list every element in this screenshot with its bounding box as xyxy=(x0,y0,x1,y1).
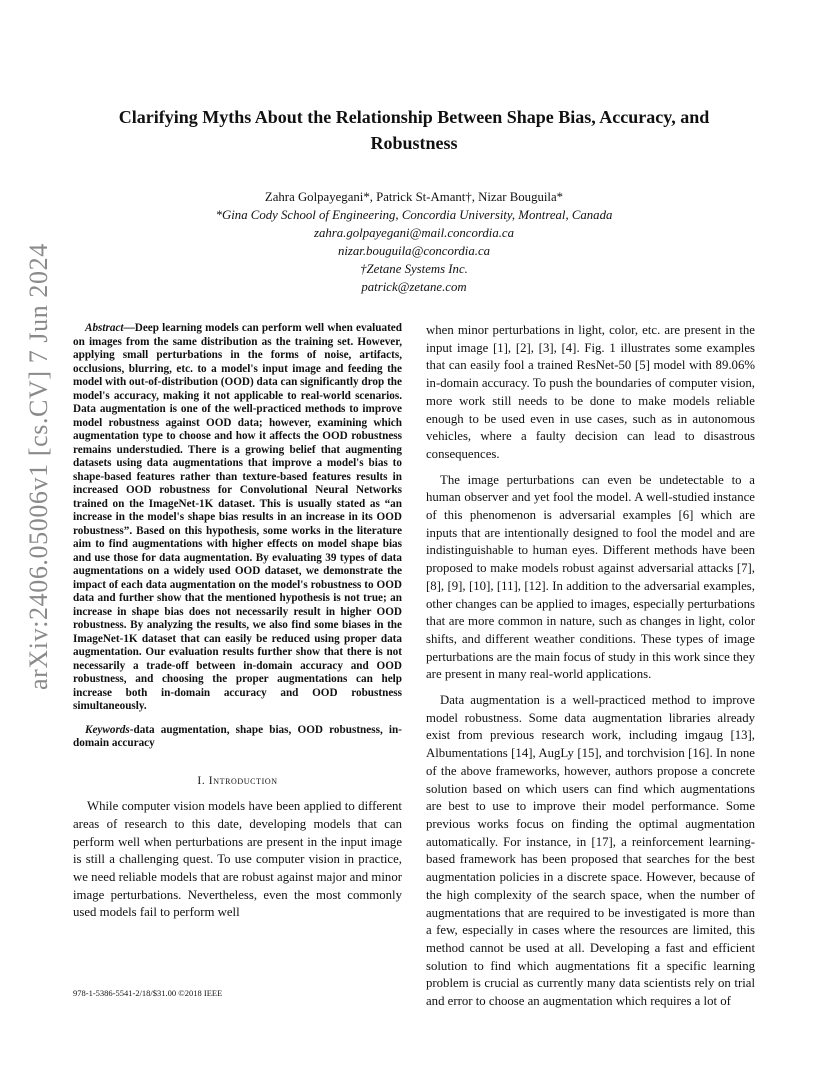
intro-paragraph-1: While computer vision models have been applied to different areas of research to this date, developing models that can perform well when perturbations are present in the input image is still a challenging quest. To use computer vision in practice, we need reliable models that are robust against major and minor image perturbations. Nevertheless, even the most commonly used models fail to perform well xyxy=(73,799,402,920)
affiliation-zetane: †Zetane Systems Inc. xyxy=(360,262,468,276)
paper-title: Clarifying Myths About the Relationship Between Shape Bias, Accuracy, and Robustness xyxy=(118,107,710,153)
email-patrick: patrick@zetane.com xyxy=(361,280,467,294)
keywords xyxy=(73,724,402,751)
email-zahra: zahra.golpayegani@mail.concordia.ca xyxy=(313,226,515,240)
abstract-label: Abstract xyxy=(85,322,124,334)
keywords-label: Keywords xyxy=(85,723,130,736)
arxiv-identifier: arXiv:2406.05006v1 [cs.CV] 7 Jun 2024 xyxy=(24,243,53,690)
abstract-text: —Deep learning models can perform well when evaluated on images from the same distribution as the training set. However, applying small perturbations in the forms of noise, artifacts, occlusions, blurring, etc. to a model's input image and feeding the model with out-of-distribution (OOD) data can significantly drop the model's accuracy, making it not applicable to real-world scenarios. Data augmentation is one of the well-practiced methods to improve model robustness against OOD data; however, examining which augmentation type to choose and how it affects the OOD robustness remains understudied. There is a growing belief that augmenting datasets using data augmentations that improve a model's bias to shape-based features rather than texture-based features results in increased OOD robustness for Convolutional Neural Networks trained on the ImageNet-1K dataset. This is usually stated as “an increase in the model's shape bias results in an increase in its OOD robustness”. Based on this hypothesis, some works in the literature aim to find augmentations with higher effects on model shape bias and use those for data augmentation. By evaluating 39 types of data augmentations on a widely used OOD dataset, we demonstrate the impact of each data augmentation on the model's robustness to OOD data and further show that the mentioned hypothesis is not true; an increase in shape bias does not necessarily result in higher OOD robustness. By analyzing the results, we also find some biases in the ImageNet-1K dataset that can easily be reduced using proper data augmentation. Our evaluation results further show that there is not necessarily a trade-off between in-domain accuracy and OOD robustness, and choosing the proper augmentations can help increase both in-domain accuracy and OOD robustness simultaneously. xyxy=(73,322,402,712)
copyright-footer: 978-1-5386-5541-2/18/$31.00 ©2018 IEEE xyxy=(73,988,223,998)
intro-paragraph-3: Data augmentation is a well-practiced method to improve model robustness. Some data augmentation libraries already exist from previous research work, including imgaug [13], Albumentations [14], AugLy [15], and torchvision [16]. In none of the above frameworks, however, authors propose a concrete solution based on which users can find which augmentations are best to use to improve their model performance. Some previous works focus on finding the optimal augmentation automatically. For instance, in [17], a reinforcement learning-based framework has been proposed that searches for the best augmentation policies in a discrete space. However, because of the high complexity of the search space, when the number of augmentations that are required to be investigated is more than a few, especially in cases where the resources are limited, this method cannot be used at all. Developing a fast and efficient solution to find which augmentations fit a specific learning problem is crucial as currently many data scientists rely on trial and error to choose an augmentation which requires a lot of xyxy=(426,693,755,1009)
affiliation-concordia: *Gina Cody School of Engineering, Concordia University, Montreal, Canada xyxy=(215,208,613,222)
section-heading-introduction: I. Introduction xyxy=(197,774,278,787)
abstract xyxy=(73,322,402,714)
intro-paragraph-2: The image perturbations can even be undetectable to a human observer and yet fool the model. A well-studied instance of this phenomenon is adversarial examples [6] which are inputs that are intentionally designed to fool the model and are indistinguishable to human eyes. Different methods have been proposed to make models robust against adversarial attacks [7], [8], [9], [10], [11], [12]. In addition to the adversarial examples, other changes can be applied to images, especially perturbations that are more common in nature, such as changes in light, color shifts, and different weather conditions. These types of image perturbations are the main focus of study in this work since they are present in many real-world applications. xyxy=(426,472,755,682)
left-column xyxy=(73,322,402,922)
keywords-text: -data augmentation, shape bias, OOD robustness, in-domain accuracy xyxy=(73,723,402,749)
author-names: Zahra Golpayegani*, Patrick St-Amant†, Nizar Bouguila* xyxy=(264,190,564,204)
intro-paragraph-1-continued: when minor perturbations in light, color, etc. are present in the input image [1], [2], [3], [4]. Fig. 1 illustrates some examples that can easily fool a trained ResNet-50 [5] model with 89.06% in-domain accuracy. To push the boundaries of computer vision, more work still needs to be done to make models reliable enough to be used even in use cases, such as in autonomous vehicles, where a faulty decision can lead to disastrous consequences. xyxy=(426,323,755,461)
right-column xyxy=(426,322,755,1011)
author-block xyxy=(80,188,748,296)
email-nizar: nizar.bouguila@concordia.ca xyxy=(337,244,491,258)
